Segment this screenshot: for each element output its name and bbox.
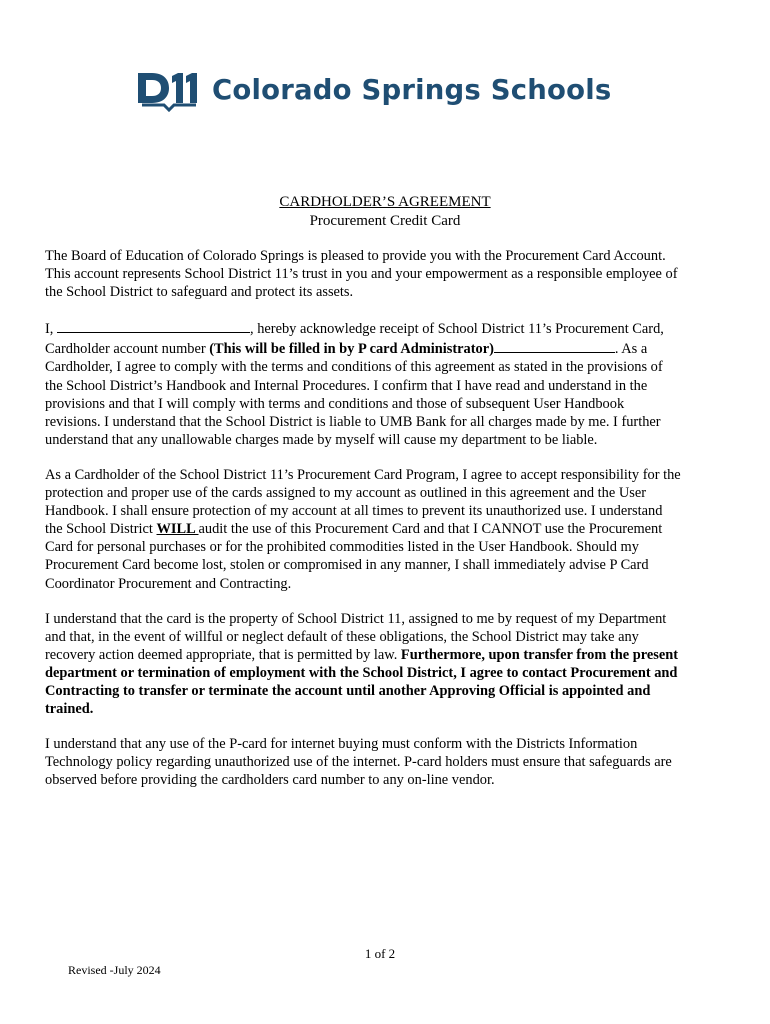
ack-text-end: . As a Cardholder, I agree to comply with the terms and conditions of this agreement as stated in the provisions of the School District’s Handbook and Internal Procedures. I confirm that I have read and understand in the provisions and that I will comply with terms and conditions and those of subsequent User Handbook revisions. I understand that the School District is liable to UMB Bank for all charges made by me. I further understand that any unallowable charges made by myself will cause my department to be liable. [45, 341, 663, 448]
will-emphasis: WILL [156, 521, 199, 538]
cardholder-name-blank[interactable] [57, 318, 250, 333]
agreement-header [0, 193, 770, 231]
account-number-blank[interactable] [494, 338, 615, 353]
paragraph-acknowledgement [45, 318, 681, 449]
agreement-title: CARDHOLDER’S AGREEMENT [279, 194, 491, 210]
district-logo [136, 70, 611, 112]
revision-date: Revised -July 2024 [68, 963, 161, 977]
paragraph-intro-text: The Board of Education of Colorado Springs is pleased to provide you with the Procurement Card Account. This account represents School District 11’s trust in you and your empowerment as a responsible employee of the School District to safeguard and protect its assets. [45, 248, 678, 301]
responsibility-text-end: audit the use of this Procurement Card and that I CANNOT use the Procurement Card for personal purchases or for the prohibited commodities listed in the User Handbook. Should my Procurement Card become lost, stolen or compromised in any manner, I shall immediately advise P Card Coordinator Procurement and Contracting. [45, 521, 663, 592]
paragraph-intro [45, 247, 681, 301]
paragraph-internet [45, 735, 681, 789]
agreement-body [45, 247, 681, 806]
responsibility-text-start: As a Cardholder of the School District 11’s Procurement Card Program, I agree to accept responsibility for the protection and proper use of the cards assigned to my account as outlined in this agreement and the User Handbook. I shall ensure protection of my account at all times to prevent its unauthorized use. I understand the School District [45, 466, 681, 538]
d11-logo-mark-icon [136, 70, 200, 112]
transfer-termination-notice: Furthermore, upon transfer from the present department or termination of employment with the School District, I agree to contact Procurement and Contracting to transfer or terminate the account until another Approving Official is appointed and trained. [45, 646, 679, 718]
paragraph-property [45, 610, 681, 719]
ack-admin-note: (This will be filled in by P card Administrator) [209, 341, 494, 358]
district-name: Colorado Springs Schools [212, 74, 612, 107]
ack-text-start: I, [45, 321, 57, 338]
ack-text-middle: , hereby acknowledge receipt of School District 11’s Procurement Card, Cardholder account number [45, 321, 664, 358]
paragraph-responsibility [45, 466, 681, 593]
property-text: I understand that the card is the property of School District 11, assigned to me by request of my Department and that, in the event of willful or neglect default of these obligations, the School District may take any recovery action deemed appropriate, that is permitted by law. [45, 610, 667, 663]
agreement-subtitle: Procurement Credit Card [309, 213, 461, 229]
internet-policy-text: I understand that any use of the P-card for internet buying must conform with the Districts Information Technology policy regarding unauthorized use of the internet. P-card holders must ensure that safeguards are observed before providing the cardholders card number to any on-line vendor. [45, 736, 672, 789]
page-number: 1 of 2 [364, 946, 396, 961]
